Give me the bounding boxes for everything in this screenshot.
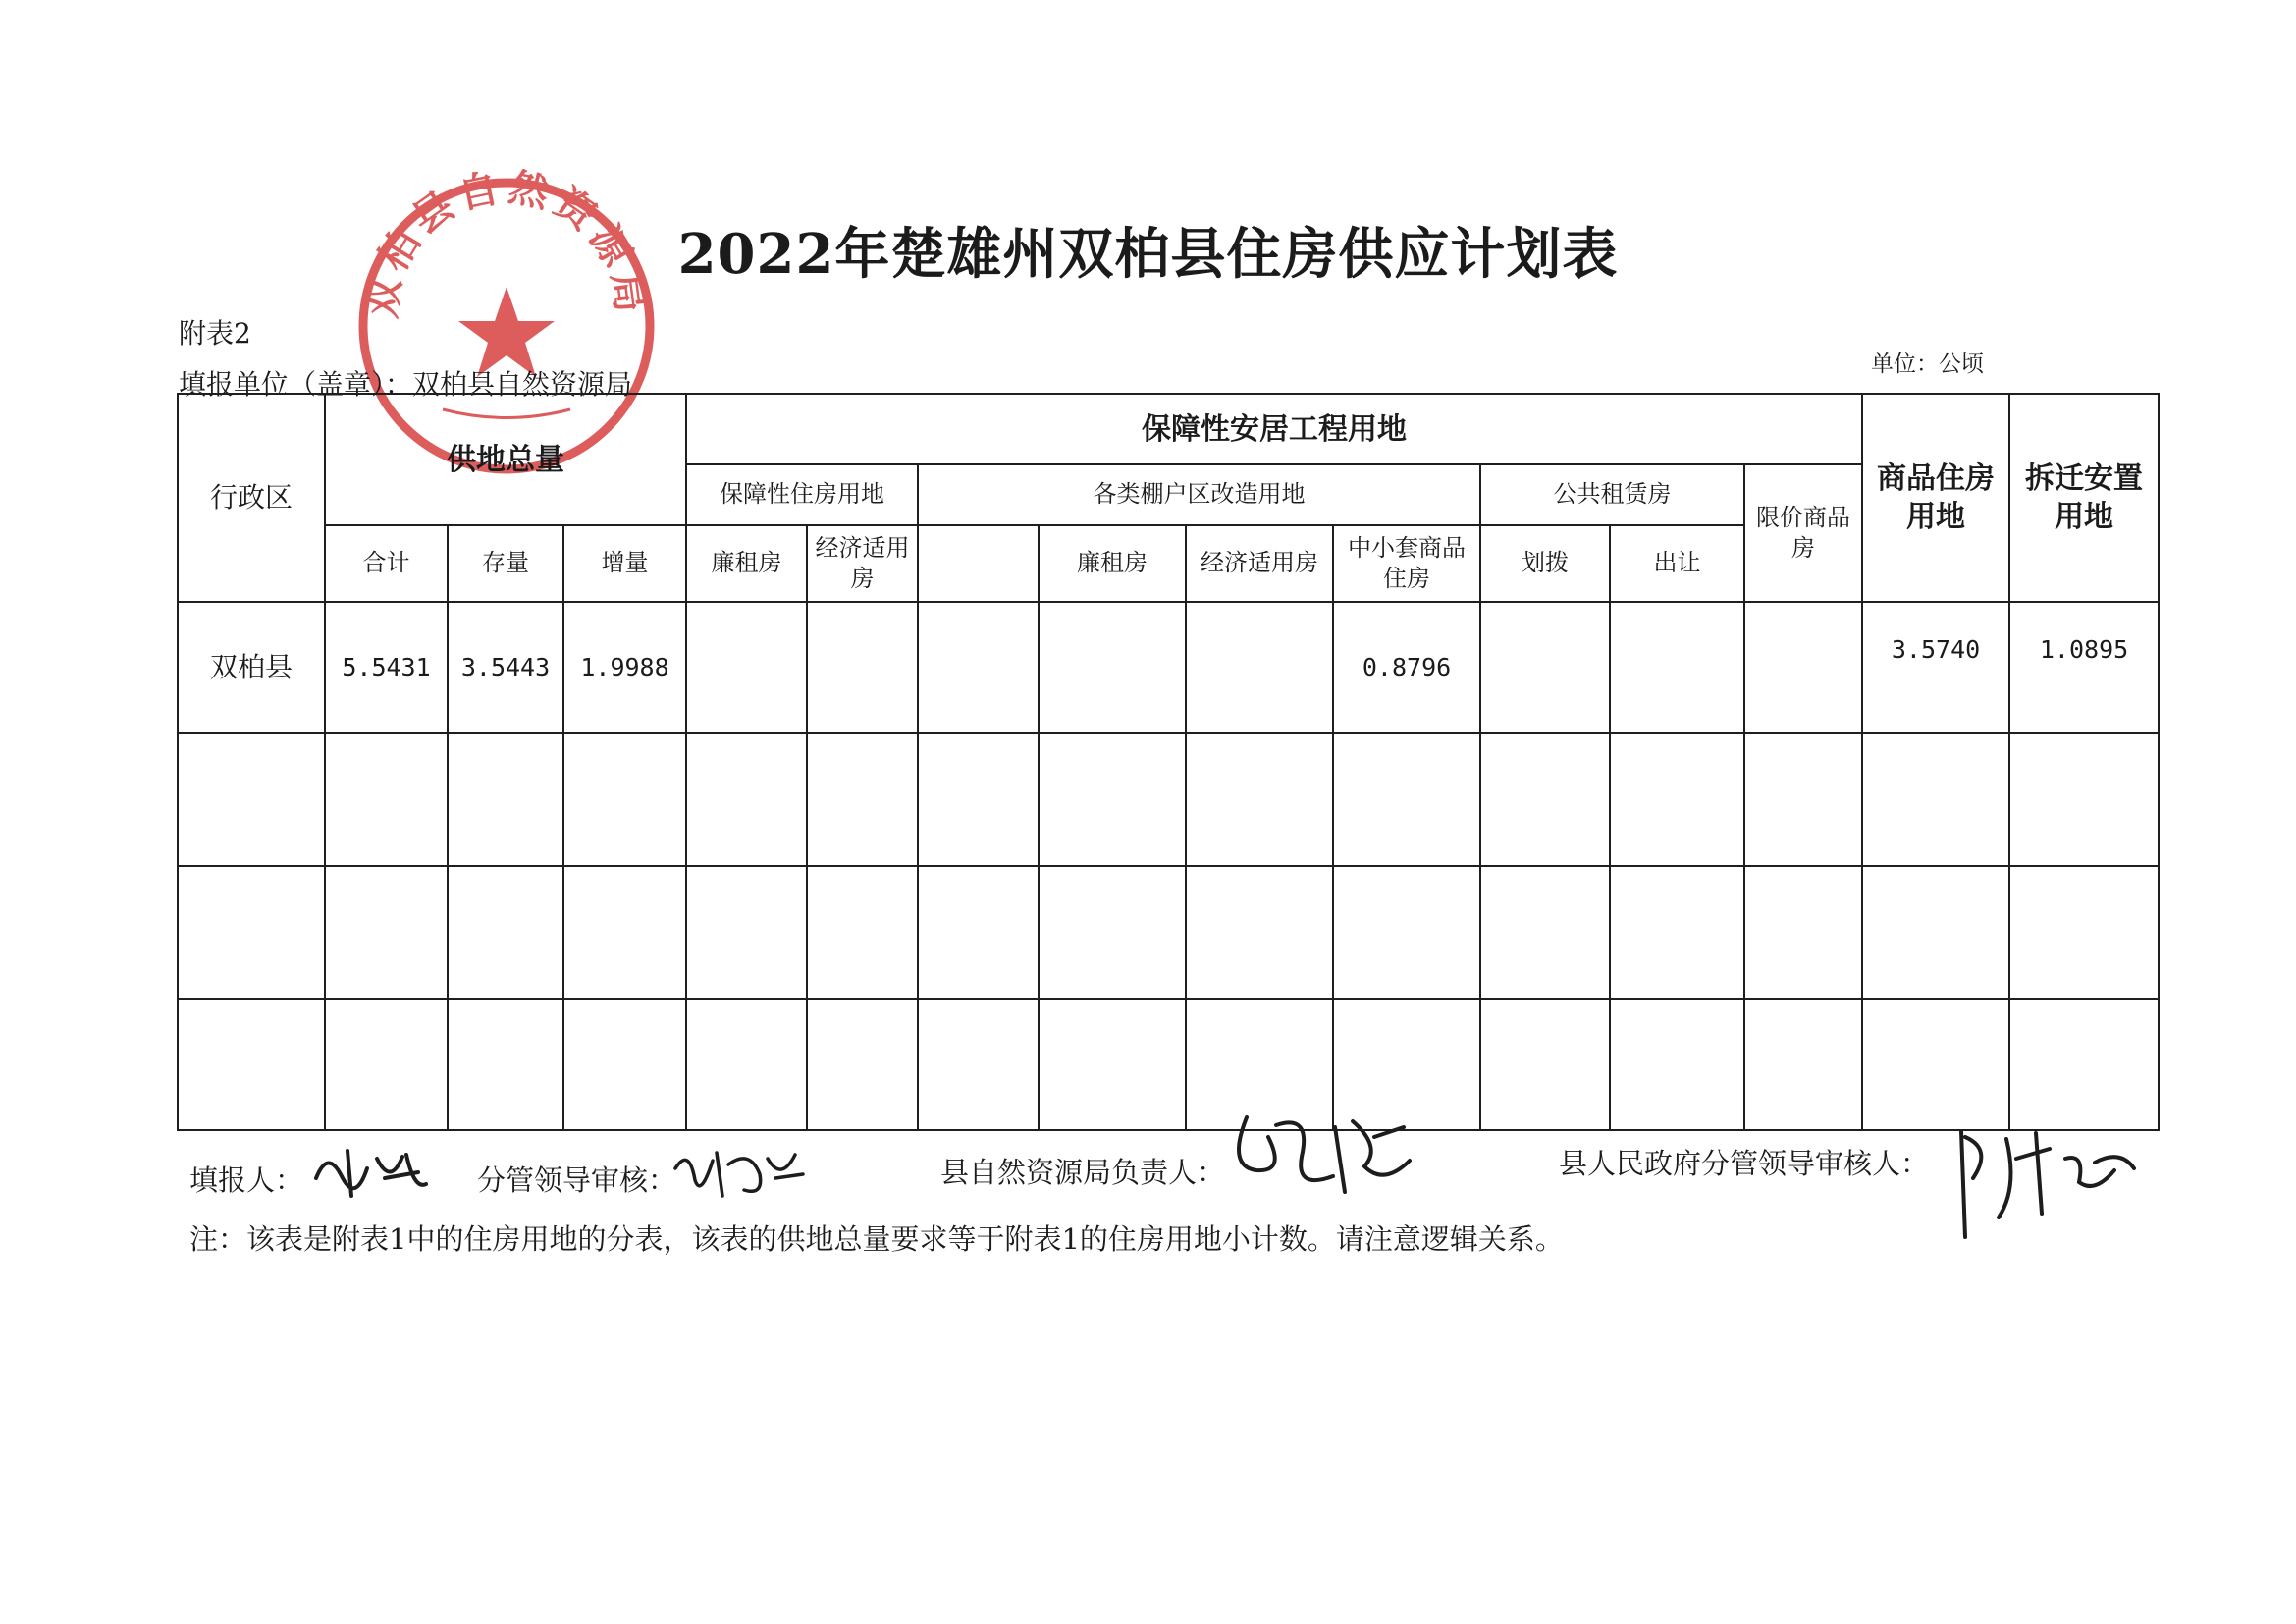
cell-total: 5.5431 [325,602,448,733]
header-low-rent: 廉租房 [686,525,807,602]
header-economic: 经济适用房 [807,525,918,602]
cell-relocation: 1.0895 [2009,602,2159,733]
cell-economic-2 [1186,602,1333,733]
header-public-rental: 公共租赁房 [1480,464,1744,525]
header-affordable-housing: 保障性住房用地 [686,464,918,525]
header-supply-total: 供地总量 [325,394,686,525]
housing-supply-table [177,393,2160,1131]
cell-low-rent-2 [1039,602,1186,733]
government-signature [1948,1119,2144,1247]
cell-small-medium: 0.8796 [1333,602,1480,733]
cell-increment: 1.9988 [563,602,686,733]
cell-stock: 3.5443 [448,602,563,733]
header-increment: 增量 [563,525,686,602]
header-affordable-land: 保障性安居工程用地 [686,394,1862,464]
table-row [178,733,2159,866]
bureau-head-label: 县自然资源局负责人： [940,1156,1226,1189]
government-review-label: 县人民政府分管领导审核人： [1559,1147,1930,1180]
attachment-label: 附表2 [179,317,251,350]
footnote: 注：该表是附表1中的住房用地的分表，该表的供地总量要求等于附表1的住房用地小计数。请注意逻辑关系。 [189,1222,1564,1256]
header-total: 合计 [325,525,448,602]
cell-economic [807,602,918,733]
header-region: 行政区 [178,394,325,602]
cell-region: 双柏县 [178,602,325,733]
header-relocation: 拆迁安置用地 [2009,394,2159,602]
cell-commercial: 3.5740 [1862,602,2009,733]
filler-label: 填报人： [189,1164,304,1197]
unit-label: 单位：公顷 [1871,352,1984,377]
header-stock: 存量 [448,525,563,602]
header-allocation: 划拨 [1480,525,1610,602]
filler-signature [308,1139,436,1208]
leader-review-label: 分管领导审核： [477,1164,677,1197]
header-small-medium: 中小套商品住房 [1333,525,1480,602]
filler-unit-label: 填报单位（盖章）：双柏县自然资源局 [179,368,633,401]
header-shantytown: 各类棚户区改造用地 [918,464,1480,525]
header-commercial-housing: 商品住房用地 [1862,394,2009,602]
table-row [178,602,2159,733]
header-transfer: 出让 [1610,525,1744,602]
cell-low-rent [686,602,807,733]
cell-blank [918,602,1039,733]
header-price-limited: 限价商品房 [1744,464,1862,602]
leader-signature [666,1139,813,1208]
bureau-head-signature [1217,1108,1423,1206]
cell-transfer [1610,602,1744,733]
table-row [178,999,2159,1130]
table-row [178,866,2159,999]
header-low-rent-2: 廉租房 [1039,525,1186,602]
svg-text:双柏县自然资源局: 双柏县自然资源局 [358,169,655,321]
cell-allocation [1480,602,1610,733]
header-blank [918,525,1039,602]
cell-price-limited [1744,602,1862,733]
header-economic-2: 经济适用房 [1186,525,1333,602]
page-title: 2022年楚雄州双柏县住房供应计划表 [677,222,1619,287]
